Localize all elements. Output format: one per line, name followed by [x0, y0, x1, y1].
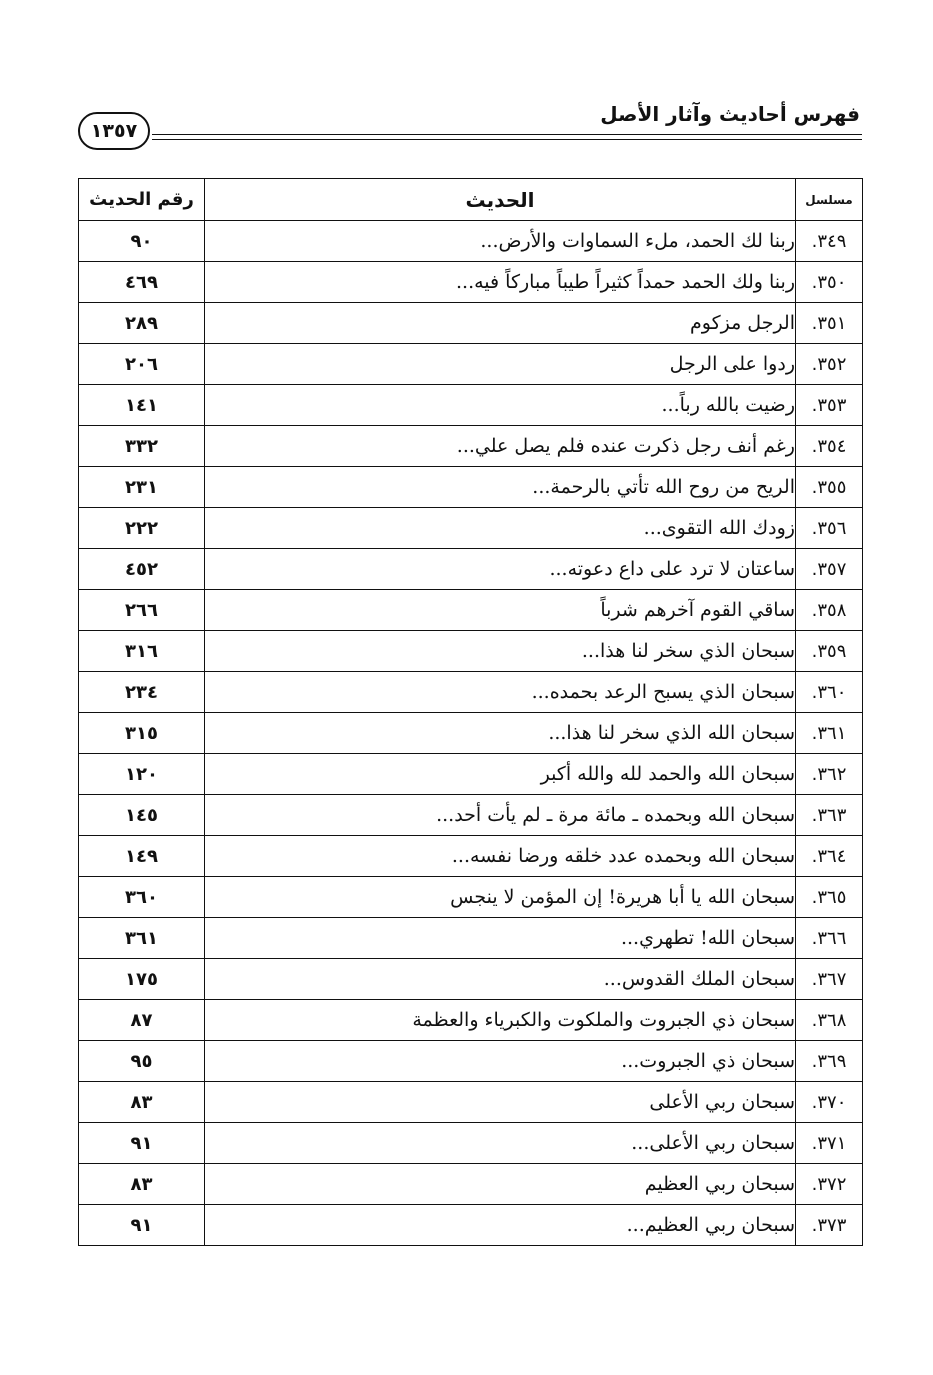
hadith-text-cell: سبحان ربي الأعلى	[205, 1082, 796, 1123]
serial-cell: ٣٦٦.	[796, 918, 863, 959]
serial-cell: ٣٧٠.	[796, 1082, 863, 1123]
serial-cell: ٣٥٥.	[796, 467, 863, 508]
serial-cell: ٣٦٥.	[796, 877, 863, 918]
hadith-text-cell: ساعتان لا ترد على داع دعوته...	[205, 549, 796, 590]
column-header-serial: مسلسل	[796, 179, 863, 221]
serial-cell: ٣٦١.	[796, 713, 863, 754]
table-row	[79, 426, 863, 467]
hadith-text-cell: سبحان الذي سخر لنا هذا...	[205, 631, 796, 672]
hadith-number-cell: ٢٢٢	[79, 508, 205, 549]
hadith-number-cell: ٣٦١	[79, 918, 205, 959]
table-row	[79, 631, 863, 672]
table-row	[79, 672, 863, 713]
hadith-number-cell: ٩١	[79, 1123, 205, 1164]
header-rule	[152, 134, 862, 140]
serial-cell: ٣٧٢.	[796, 1164, 863, 1205]
table-row	[79, 549, 863, 590]
serial-cell: ٣٥٦.	[796, 508, 863, 549]
hadith-text-cell: رغم أنف رجل ذكرت عنده فلم يصل علي...	[205, 426, 796, 467]
serial-cell: ٣٥٢.	[796, 344, 863, 385]
serial-cell: ٣٦٧.	[796, 959, 863, 1000]
serial-cell: ٣٥٤.	[796, 426, 863, 467]
hadith-text-cell: سبحان الله! تطهري...	[205, 918, 796, 959]
serial-cell: ٣٦٠.	[796, 672, 863, 713]
serial-cell: ٣٦٢.	[796, 754, 863, 795]
hadith-number-cell: ٢٠٦	[79, 344, 205, 385]
hadith-text-cell: ربنا ولك الحمد حمداً كثيراً طيباً مباركاً فيه...	[205, 262, 796, 303]
hadith-text-cell: سبحان ذي الجبروت والملكوت والكبرياء والعظمة	[205, 1000, 796, 1041]
table-row	[79, 1082, 863, 1123]
column-header-hadith: الحديث	[205, 179, 796, 221]
hadith-number-cell: ٨٧	[79, 1000, 205, 1041]
hadith-text-cell: سبحان ذي الجبروت...	[205, 1041, 796, 1082]
hadith-number-cell: ٣٦٠	[79, 877, 205, 918]
table-row	[79, 1123, 863, 1164]
hadith-index-table	[78, 178, 863, 1246]
hadith-number-cell: ٣٣٢	[79, 426, 205, 467]
hadith-text-cell: سبحان الله الذي سخر لنا هذا...	[205, 713, 796, 754]
serial-cell: ٣٦٣.	[796, 795, 863, 836]
hadith-number-cell: ٨٣	[79, 1082, 205, 1123]
hadith-text-cell: سبحان ربي العظيم...	[205, 1205, 796, 1246]
serial-cell: ٣٧١.	[796, 1123, 863, 1164]
hadith-text-cell: سبحان الملك القدوس...	[205, 959, 796, 1000]
hadith-text-cell: زودك الله التقوى...	[205, 508, 796, 549]
table-row	[79, 836, 863, 877]
hadith-number-cell: ٢٣٤	[79, 672, 205, 713]
table-row	[79, 590, 863, 631]
column-header-ref: رقم الحديث	[79, 179, 205, 221]
hadith-number-cell: ٣١٥	[79, 713, 205, 754]
hadith-text-cell: سبحان الله وبحمده ـ مائة مرة ـ لم يأت أحد...	[205, 795, 796, 836]
hadith-number-cell: ٨٣	[79, 1164, 205, 1205]
table-row	[79, 467, 863, 508]
hadith-number-cell: ٢٦٦	[79, 590, 205, 631]
hadith-text-cell: سبحان الله والحمد لله والله أكبر	[205, 754, 796, 795]
table-row	[79, 918, 863, 959]
hadith-number-cell: ١٤١	[79, 385, 205, 426]
serial-cell: ٣٥١.	[796, 303, 863, 344]
table-header-row	[79, 179, 863, 221]
hadith-number-cell: ٢٨٩	[79, 303, 205, 344]
table-row	[79, 795, 863, 836]
table-row	[79, 303, 863, 344]
serial-cell: ٣٥٨.	[796, 590, 863, 631]
hadith-number-cell: ٤٥٢	[79, 549, 205, 590]
hadith-text-cell: الريح من روح الله تأتي بالرحمة...	[205, 467, 796, 508]
hadith-number-cell: ٤٦٩	[79, 262, 205, 303]
hadith-text-cell: ربنا لك الحمد، ملء السماوات والأرض...	[205, 221, 796, 262]
hadith-text-cell: ساقي القوم آخرهم شرباً	[205, 590, 796, 631]
hadith-number-cell: ١٧٥	[79, 959, 205, 1000]
serial-cell: ٣٥٩.	[796, 631, 863, 672]
serial-cell: ٣٦٩.	[796, 1041, 863, 1082]
hadith-text-cell: رضيت بالله رباً...	[205, 385, 796, 426]
hadith-text-cell: سبحان الذي يسبح الرعد بحمده...	[205, 672, 796, 713]
table-row	[79, 754, 863, 795]
hadith-number-cell: ١٤٩	[79, 836, 205, 877]
table-row	[79, 1041, 863, 1082]
hadith-text-cell: سبحان الله يا أبا هريرة! إن المؤمن لا ينجس	[205, 877, 796, 918]
hadith-number-cell: ١٢٠	[79, 754, 205, 795]
table-row	[79, 877, 863, 918]
table-row	[79, 344, 863, 385]
table-row	[79, 1205, 863, 1246]
hadith-number-cell: ٢٣١	[79, 467, 205, 508]
table-row	[79, 221, 863, 262]
serial-cell: ٣٤٩.	[796, 221, 863, 262]
serial-cell: ٣٦٤.	[796, 836, 863, 877]
hadith-text-cell: سبحان ربي الأعلى...	[205, 1123, 796, 1164]
table-row	[79, 262, 863, 303]
running-title: فهرس أحاديث وآثار الأصل	[590, 102, 860, 126]
hadith-text-cell: سبحان الله وبحمده عدد خلقه ورضا نفسه...	[205, 836, 796, 877]
hadith-text-cell: الرجل مزكوم	[205, 303, 796, 344]
table-row	[79, 508, 863, 549]
hadith-number-cell: ١٤٥	[79, 795, 205, 836]
page-number-badge: ١٣٥٧	[78, 112, 150, 150]
hadith-text-cell: سبحان ربي العظيم	[205, 1164, 796, 1205]
hadith-number-cell: ٩٠	[79, 221, 205, 262]
hadith-text-cell: ردوا على الرجل	[205, 344, 796, 385]
hadith-number-cell: ٩١	[79, 1205, 205, 1246]
page-header	[78, 104, 862, 156]
hadith-number-cell: ٣١٦	[79, 631, 205, 672]
serial-cell: ٣٧٣.	[796, 1205, 863, 1246]
hadith-number-cell: ٩٥	[79, 1041, 205, 1082]
table-row	[79, 959, 863, 1000]
table-row	[79, 713, 863, 754]
serial-cell: ٣٥٠.	[796, 262, 863, 303]
table-row	[79, 1164, 863, 1205]
serial-cell: ٣٥٧.	[796, 549, 863, 590]
table-row	[79, 385, 863, 426]
serial-cell: ٣٦٨.	[796, 1000, 863, 1041]
serial-cell: ٣٥٣.	[796, 385, 863, 426]
table-row	[79, 1000, 863, 1041]
